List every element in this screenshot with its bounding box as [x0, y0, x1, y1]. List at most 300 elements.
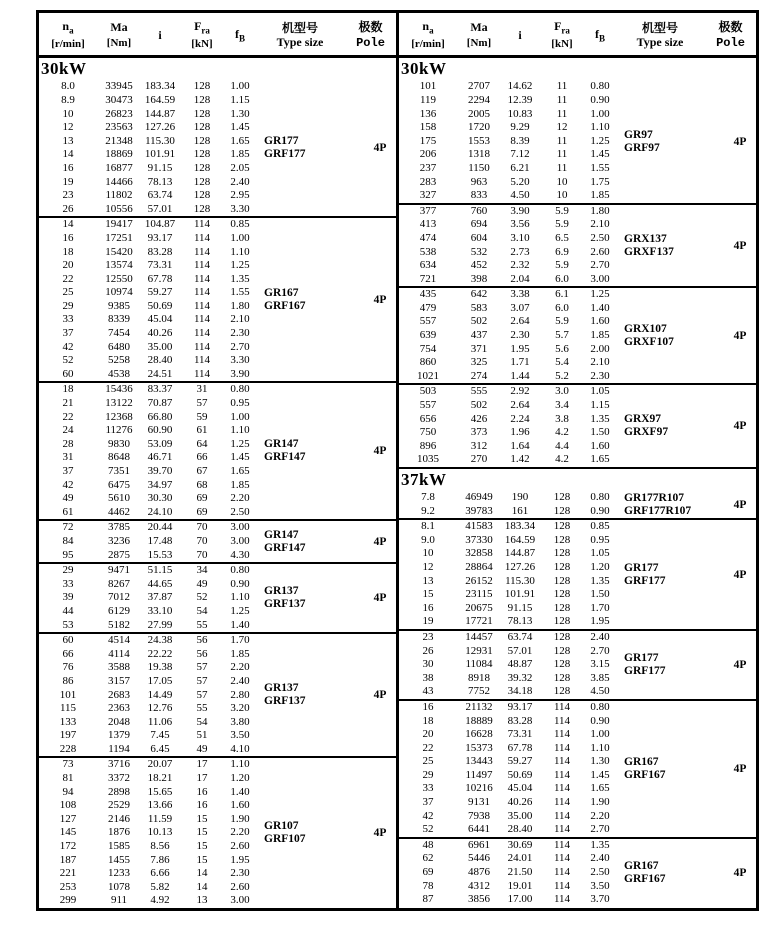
pole-value: 4P	[733, 498, 747, 511]
cell-i: 7.45	[150, 729, 170, 742]
cell-fb: 0.90	[590, 93, 610, 106]
cell-ma: 17721	[465, 615, 493, 628]
pole-value: 4P	[733, 329, 747, 342]
block-rows	[399, 288, 615, 383]
cell-fra: 11	[556, 107, 568, 120]
cell-fra: 114	[193, 231, 211, 244]
cell-ma: 13122	[105, 397, 133, 410]
cell-fb: 2.40	[230, 175, 250, 188]
cell-na: 557	[419, 315, 437, 328]
cell-ma: 14466	[105, 175, 133, 188]
cell-ma: 1078	[108, 880, 130, 893]
cell-fb: 2.20	[230, 492, 250, 505]
table-row	[399, 505, 615, 519]
cell-na: 557	[419, 399, 437, 412]
type-size-label	[264, 634, 364, 756]
cell-i: 144.87	[144, 107, 176, 120]
type-size-line: GR167	[624, 859, 659, 872]
cell-ma: 14457	[465, 630, 493, 643]
cell-i: 24.51	[147, 367, 173, 380]
table-row	[39, 634, 255, 648]
cell-fb: 1.85	[230, 478, 250, 491]
cell-i: 63.74	[507, 630, 533, 643]
pole-value: 4P	[373, 142, 387, 155]
table-row	[399, 453, 615, 467]
cell-na: 72	[62, 521, 74, 534]
table-row	[39, 94, 255, 108]
cell-na: 237	[419, 161, 437, 174]
cell-fra: 66	[196, 451, 208, 464]
cell-i: 21.50	[507, 866, 533, 879]
ratio-block	[399, 385, 756, 469]
cell-fra: 54	[196, 604, 208, 617]
cell-ma: 1585	[108, 840, 130, 853]
cell-fra: 6.5	[555, 231, 569, 244]
fra-unit: [kN]	[551, 38, 573, 51]
type-size-line: GRX107	[624, 322, 667, 335]
cell-fb: 1.00	[230, 80, 250, 93]
cell-fb: 1.00	[590, 728, 610, 741]
cell-fb: 2.40	[590, 630, 610, 643]
cell-i: 7.86	[150, 853, 170, 866]
table-row	[39, 246, 255, 260]
block-rows	[399, 205, 615, 287]
table-row	[39, 438, 255, 452]
pole-en: Pole	[356, 35, 385, 50]
block-rows	[399, 80, 615, 202]
cell-ma: 274	[470, 369, 488, 382]
type-size-line: GRF137	[264, 598, 306, 611]
cell-ma: 16877	[105, 161, 133, 174]
cell-fb: 0.90	[230, 577, 250, 590]
cell-i: 37.87	[147, 591, 173, 604]
cell-i: 17.00	[507, 893, 533, 906]
cell-fb: 1.45	[590, 148, 610, 161]
table-row	[39, 80, 255, 94]
cell-fb: 2.20	[590, 809, 610, 822]
cell-na: 87	[422, 893, 434, 906]
cell-na: 896	[419, 439, 437, 452]
cell-fb: 1.85	[590, 189, 610, 202]
cell-na: 10	[422, 547, 434, 560]
cell-fra: 69	[196, 492, 208, 505]
table-row	[399, 413, 615, 427]
type-size-line: GRF177	[264, 148, 306, 161]
cell-i: 70.87	[147, 397, 173, 410]
cell-na: 479	[419, 301, 437, 314]
cell-fb: 1.20	[230, 772, 250, 785]
cell-i: 2.04	[510, 272, 530, 285]
type-size-line: GR97	[624, 128, 653, 141]
type-size-line: GRF167	[624, 872, 666, 885]
cell-na: 474	[419, 231, 437, 244]
cell-ma: 373	[470, 426, 488, 439]
cell-na: 29	[62, 564, 74, 577]
cell-fra: 31	[196, 383, 208, 396]
table-row	[399, 631, 615, 645]
cell-i: 6.45	[150, 742, 170, 755]
cell-fra: 128	[193, 161, 211, 174]
cell-ma: 23563	[105, 121, 133, 134]
ma-unit: [Nm]	[466, 36, 492, 49]
col-header-fra	[539, 19, 585, 51]
cell-fb: 1.00	[230, 231, 250, 244]
cell-ma: 8267	[108, 577, 130, 590]
cell-ma: 7938	[468, 809, 490, 822]
table-row	[39, 108, 255, 122]
cell-fb: 1.35	[230, 272, 250, 285]
type-size-line: GRF107	[264, 833, 306, 846]
table-row	[399, 715, 615, 729]
cell-ma: 7012	[108, 591, 130, 604]
cell-fb: 3.00	[230, 534, 250, 547]
cell-na: 228	[59, 742, 77, 755]
type-size-line: GRF177	[624, 664, 666, 677]
ratings-table	[36, 10, 759, 911]
ratio-block	[399, 288, 756, 385]
cell-fra: 57	[196, 397, 208, 410]
cell-fb: 3.70	[590, 893, 610, 906]
cell-i: 91.15	[147, 161, 173, 174]
cell-na: 9.2	[421, 504, 435, 517]
table-row	[399, 755, 615, 769]
col-header-na	[399, 19, 457, 51]
table-row	[399, 685, 615, 699]
cell-fb: 2.60	[590, 245, 610, 258]
cell-fra: 128	[553, 588, 571, 601]
type-size-line: GRF167	[264, 299, 306, 312]
table-row	[399, 852, 615, 866]
type-size-label	[624, 385, 724, 467]
cell-na: 26	[62, 202, 74, 215]
block-rows	[39, 758, 255, 908]
table-row	[399, 728, 615, 742]
cell-i: 19.01	[507, 879, 533, 892]
type-size-label	[624, 701, 724, 837]
cell-i: 14.62	[507, 80, 533, 93]
cell-i: 1.95	[510, 342, 530, 355]
cell-fb: 1.90	[590, 796, 610, 809]
cell-fb: 1.45	[230, 121, 250, 134]
cell-na: 413	[419, 218, 437, 231]
cell-ma: 1720	[468, 121, 490, 134]
cell-fra: 56	[196, 647, 208, 660]
cell-fra: 128	[553, 630, 571, 643]
cell-i: 3.56	[510, 218, 530, 231]
cell-fra: 128	[193, 93, 211, 106]
cell-na: 78	[422, 879, 434, 892]
cell-na: 108	[59, 799, 77, 812]
table-row	[39, 605, 255, 619]
cell-ma: 325	[470, 356, 488, 369]
cell-fb: 2.70	[590, 644, 610, 657]
table-row	[399, 534, 615, 548]
cell-i: 30.30	[147, 492, 173, 505]
cell-ma: 1233	[108, 867, 130, 880]
block-rows	[39, 564, 255, 632]
cell-fra: 13	[196, 894, 208, 907]
type-size-label	[624, 520, 724, 629]
type-size-en: Type size	[636, 35, 684, 50]
cell-ma: 398	[470, 272, 488, 285]
table-row	[39, 675, 255, 689]
type-size-label	[264, 80, 364, 216]
cell-fb: 3.20	[230, 702, 250, 715]
cell-fb: 3.80	[230, 715, 250, 728]
table-row	[39, 716, 255, 730]
cell-i: 6.21	[510, 161, 530, 174]
table-row	[39, 492, 255, 506]
cell-i: 24.10	[147, 505, 173, 518]
cell-ma: 1150	[468, 161, 490, 174]
cell-i: 18.21	[147, 772, 173, 785]
cell-fra: 59	[196, 410, 208, 423]
cell-i: 50.69	[147, 299, 173, 312]
cell-fra: 11	[556, 80, 568, 93]
cell-i: 73.31	[507, 728, 533, 741]
cell-na: 23	[62, 189, 74, 202]
cell-na: 42	[62, 478, 74, 491]
cell-fb: 2.50	[230, 505, 250, 518]
table-row	[399, 893, 615, 907]
ratio-block	[399, 520, 756, 631]
col-header-i	[141, 28, 179, 42]
cell-i: 164.59	[144, 93, 176, 106]
cell-fb: 1.80	[590, 204, 610, 217]
table-row	[39, 648, 255, 662]
cell-fra: 128	[553, 615, 571, 628]
cell-ma: 3588	[108, 661, 130, 674]
cell-fb: 1.65	[590, 453, 610, 466]
cell-ma: 2294	[468, 93, 490, 106]
table-row	[39, 506, 255, 520]
table-row	[399, 839, 615, 853]
table-row	[39, 327, 255, 341]
cell-ma: 3856	[468, 893, 490, 906]
cell-i: 57.01	[147, 202, 173, 215]
na-symbol: n	[422, 19, 430, 33]
cell-ma: 4114	[108, 647, 130, 660]
cell-i: 15.53	[147, 548, 173, 561]
cell-i: 30.69	[507, 838, 533, 851]
cell-fra: 11	[556, 93, 568, 106]
table-row	[39, 148, 255, 162]
cell-fb: 1.40	[230, 785, 250, 798]
cell-na: 503	[419, 385, 437, 398]
cell-na: 25	[62, 286, 74, 299]
cell-ma: 3236	[108, 534, 130, 547]
cell-i: 2.24	[510, 412, 530, 425]
cell-na: 25	[422, 755, 434, 768]
type-size-line: GR107	[264, 820, 299, 833]
cell-fra: 128	[553, 520, 571, 533]
cell-ma: 6475	[108, 478, 130, 491]
cell-na: 86	[62, 674, 74, 687]
cell-i: 183.34	[144, 80, 176, 93]
type-size-label	[264, 521, 364, 562]
table-row	[39, 451, 255, 465]
cell-na: 12	[422, 560, 434, 573]
cell-fra: 114	[553, 879, 571, 892]
cell-i: 19.38	[147, 661, 173, 674]
type-size-label	[624, 631, 724, 699]
cell-i: 24.01	[507, 852, 533, 865]
table-row	[39, 411, 255, 425]
cell-fra: 114	[553, 728, 571, 741]
cell-na: 29	[62, 299, 74, 312]
cell-i: 17.48	[147, 534, 173, 547]
cell-i: 33.10	[147, 604, 173, 617]
cell-i: 39.32	[507, 671, 533, 684]
cell-ma: 5610	[108, 492, 130, 505]
table-row	[39, 286, 255, 300]
cell-fra: 114	[193, 340, 211, 353]
cell-i: 40.26	[507, 796, 533, 809]
type-size-line: GRF97	[624, 141, 660, 154]
cell-ma: 10974	[105, 286, 133, 299]
cell-fra: 114	[193, 272, 211, 285]
col-header-ma	[457, 20, 501, 50]
table-row	[399, 561, 615, 575]
cell-fb: 1.65	[590, 782, 610, 795]
cell-na: 1035	[417, 453, 439, 466]
table-row	[399, 218, 615, 232]
cell-na: 9.0	[421, 533, 435, 546]
pole-value: 4P	[733, 762, 747, 775]
cell-fra: 55	[196, 702, 208, 715]
table-row	[39, 259, 255, 273]
cell-ma: 583	[470, 301, 488, 314]
type-size-en: Type size	[276, 35, 324, 50]
table-row	[39, 424, 255, 438]
cell-na: 101	[419, 80, 437, 93]
cell-fra: 14	[196, 867, 208, 880]
cell-na: 538	[419, 245, 437, 258]
cell-ma: 4876	[468, 866, 490, 879]
cell-fb: 1.25	[230, 604, 250, 617]
cell-i: 45.04	[507, 782, 533, 795]
cell-na: 69	[422, 866, 434, 879]
na-subscript: a	[429, 25, 434, 36]
cell-i: 2.32	[510, 259, 530, 272]
cell-i: 67.78	[147, 272, 173, 285]
cell-i: 14.49	[147, 688, 173, 701]
cell-ma: 4312	[468, 879, 490, 892]
cell-fb: 2.20	[230, 661, 250, 674]
cell-fb: 1.10	[230, 424, 250, 437]
table-row	[399, 108, 615, 122]
cell-na: 12	[62, 121, 74, 134]
cell-ma: 5258	[108, 354, 130, 367]
cell-i: 83.37	[147, 383, 173, 396]
cell-fra: 11	[556, 161, 568, 174]
cell-fra: 128	[193, 121, 211, 134]
cell-ma: 502	[470, 315, 488, 328]
na-unit: [r/min]	[51, 38, 85, 51]
cell-i: 17.05	[147, 674, 173, 687]
type-size-cn: 机型号	[641, 20, 678, 35]
ratio-block	[399, 491, 756, 520]
cell-i: 161	[511, 504, 529, 517]
cell-ma: 11802	[105, 189, 133, 202]
cell-fra: 68	[196, 478, 208, 491]
type-size-line: GRX137	[624, 232, 667, 245]
cell-ma: 32858	[465, 547, 493, 560]
cell-fra: 3.4	[555, 399, 569, 412]
cell-ma: 12550	[105, 272, 133, 285]
cell-na: 76	[62, 661, 74, 674]
fb-symbol: f	[234, 26, 239, 41]
ratio-block	[39, 634, 396, 758]
type-size-line: GR177	[264, 135, 299, 148]
table-row	[39, 786, 255, 800]
table-row	[39, 521, 255, 535]
cell-fra: 114	[553, 838, 571, 851]
section-title: 30kW	[41, 59, 87, 79]
cell-fra: 52	[196, 591, 208, 604]
cell-na: 37	[62, 327, 74, 340]
cell-na: 52	[422, 823, 434, 836]
table-row	[39, 465, 255, 479]
cell-na: 62	[422, 852, 434, 865]
ratio-block	[399, 631, 756, 701]
cell-fra: 67	[196, 465, 208, 477]
cell-fb: 1.50	[590, 588, 610, 601]
pole-cn: 极数	[718, 20, 743, 35]
cell-ma: 12368	[105, 410, 133, 423]
cell-ma: 10216	[465, 782, 493, 795]
cell-i: 48.87	[507, 658, 533, 671]
ratio-block	[39, 521, 396, 564]
table-row	[399, 356, 615, 370]
cell-fra: 114	[193, 367, 211, 380]
cell-i: 93.17	[507, 700, 533, 713]
cell-fb: 3.90	[230, 367, 250, 380]
cell-na: 49	[62, 492, 74, 505]
fra-subscript: ra	[201, 25, 210, 36]
cell-fb: 1.95	[590, 615, 610, 628]
table-row	[399, 148, 615, 162]
cell-fb: 2.50	[590, 231, 610, 244]
table-row	[399, 232, 615, 246]
table-row	[399, 385, 615, 399]
cell-na: 60	[62, 367, 74, 380]
cell-fb: 2.70	[590, 823, 610, 836]
table-row	[39, 854, 255, 868]
ratio-block	[39, 80, 396, 218]
cell-fb: 0.90	[590, 714, 610, 727]
cell-na: 31	[62, 451, 74, 464]
cell-i: 78.13	[507, 615, 533, 628]
cell-na: 16	[422, 601, 434, 614]
cell-fb: 3.85	[590, 671, 610, 684]
cell-fb: 1.95	[230, 853, 250, 866]
cell-i: 35.00	[507, 809, 533, 822]
cell-fra: 17	[196, 758, 208, 771]
cell-ma: 26823	[105, 107, 133, 120]
ma-unit: [Nm]	[106, 36, 132, 49]
cell-i: 50.69	[507, 768, 533, 781]
table-row	[39, 397, 255, 411]
table-row	[399, 94, 615, 108]
type-size-label	[624, 839, 724, 907]
cell-na: 656	[419, 412, 437, 425]
cell-i: 8.39	[510, 134, 530, 147]
cell-i: 57.01	[507, 644, 533, 657]
type-size-line: GR177	[624, 561, 659, 574]
cell-fb: 1.40	[230, 618, 250, 631]
pole-en: Pole	[716, 35, 745, 50]
